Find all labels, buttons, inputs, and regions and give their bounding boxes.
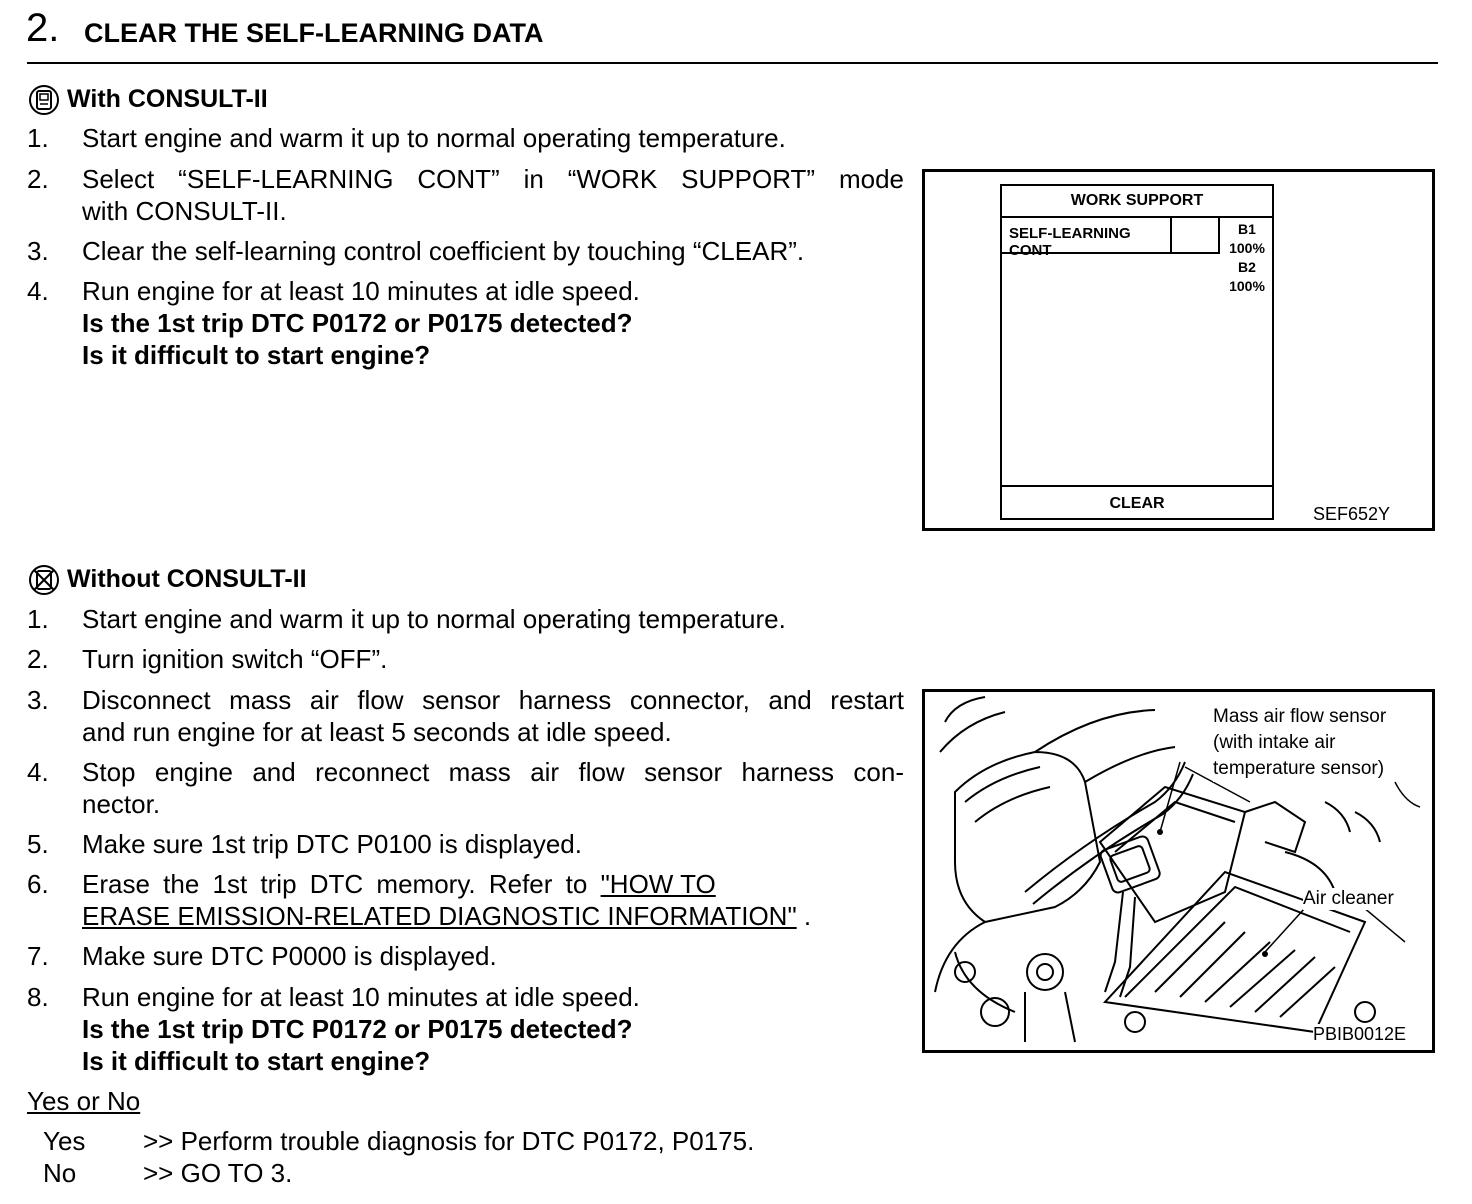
list-item: 2. Select “SELF-LEARNING CONT” in “WORK SUPPORT” mode with CONSULT-II.: [27, 164, 904, 226]
work-support-figure: [922, 169, 1435, 531]
list-item: 6. Erase the 1st trip DTC memory. Refer to "HOW TO ERASE EMISSION-RELATED DIAGNOSTIC INFORMATION" .: [27, 869, 812, 931]
no-action: >> GO TO 3.: [143, 1158, 293, 1188]
consult-icon: [27, 84, 61, 116]
reference-link[interactable]: "HOW TO: [600, 869, 716, 899]
list-item: 1. Start engine and warm it up to normal operating temperature.: [27, 604, 786, 634]
self-learning-row: [1002, 218, 1220, 259]
yes-no-heading: Yes or No: [27, 1086, 141, 1116]
without-consult-heading: Without CONSULT-II: [67, 565, 307, 593]
title-divider: [27, 62, 1438, 64]
no-label: No: [43, 1158, 77, 1188]
list-item: 8. Run engine for at least 10 minutes at idle speed. Is the 1st trip DTC P0172 or P0175 detected? Is it difficult to start engine?: [27, 982, 640, 1076]
list-item: 7. Make sure DTC P0000 is displayed.: [27, 941, 497, 971]
list-item: 5. Make sure 1st trip DTC P0100 is displayed.: [27, 829, 582, 859]
with-consult-heading: With CONSULT-II: [67, 85, 268, 113]
maf-sensor-label: Mass air flow sensor (with intake air temperature sensor): [1213, 704, 1386, 782]
no-consult-icon: [27, 564, 61, 596]
reference-link[interactable]: ERASE EMISSION-RELATED DIAGNOSTIC INFORMATION": [82, 901, 797, 931]
list-item: 1. Start engine and warm it up to normal operating temperature.: [27, 123, 786, 153]
engine-figure: [922, 689, 1435, 1053]
yes-label: Yes: [43, 1126, 86, 1156]
work-support-title: WORK SUPPORT: [1002, 186, 1272, 218]
work-support-screen: [1000, 184, 1274, 520]
list-item: 2. Turn ignition switch “OFF”.: [27, 644, 388, 674]
step-number: 2.: [26, 6, 60, 50]
list-item: 3. Clear the self-learning control coefficient by touching “CLEAR”.: [27, 236, 805, 266]
figure-code: SEF652Y: [1313, 504, 1391, 524]
question: Is it difficult to start engine?: [82, 340, 431, 370]
figure-code: PBIB0012E: [1313, 1024, 1407, 1044]
list-item: 4. Run engine for at least 10 minutes at idle speed. Is the 1st trip DTC P0172 or P0175 detected? Is it difficult to start engine?: [27, 276, 640, 370]
self-learning-label: SELF-LEARNING CONT: [1009, 225, 1131, 259]
question: Is the 1st trip DTC P0172 or P0175 detected?: [82, 1014, 633, 1044]
page-title: CLEAR THE SELF-LEARNING DATA: [84, 18, 544, 48]
bank-values: B1 100% B2 100%: [1229, 221, 1265, 294]
clear-button[interactable]: CLEAR: [1002, 485, 1272, 520]
air-cleaner-label: Air cleaner: [1303, 888, 1394, 909]
list-item: 3. Disconnect mass air flow sensor harness connector, and restart and run engine for at least 5 seconds at idle speed.: [27, 685, 904, 747]
list-item: 4. Stop engine and reconnect mass air flow sensor harness con- nector.: [27, 757, 904, 819]
question: Is it difficult to start engine?: [82, 1046, 431, 1076]
question: Is the 1st trip DTC P0172 or P0175 detected?: [82, 308, 633, 338]
yes-action: >> Perform trouble diagnosis for DTC P0172, P0175.: [143, 1126, 755, 1156]
